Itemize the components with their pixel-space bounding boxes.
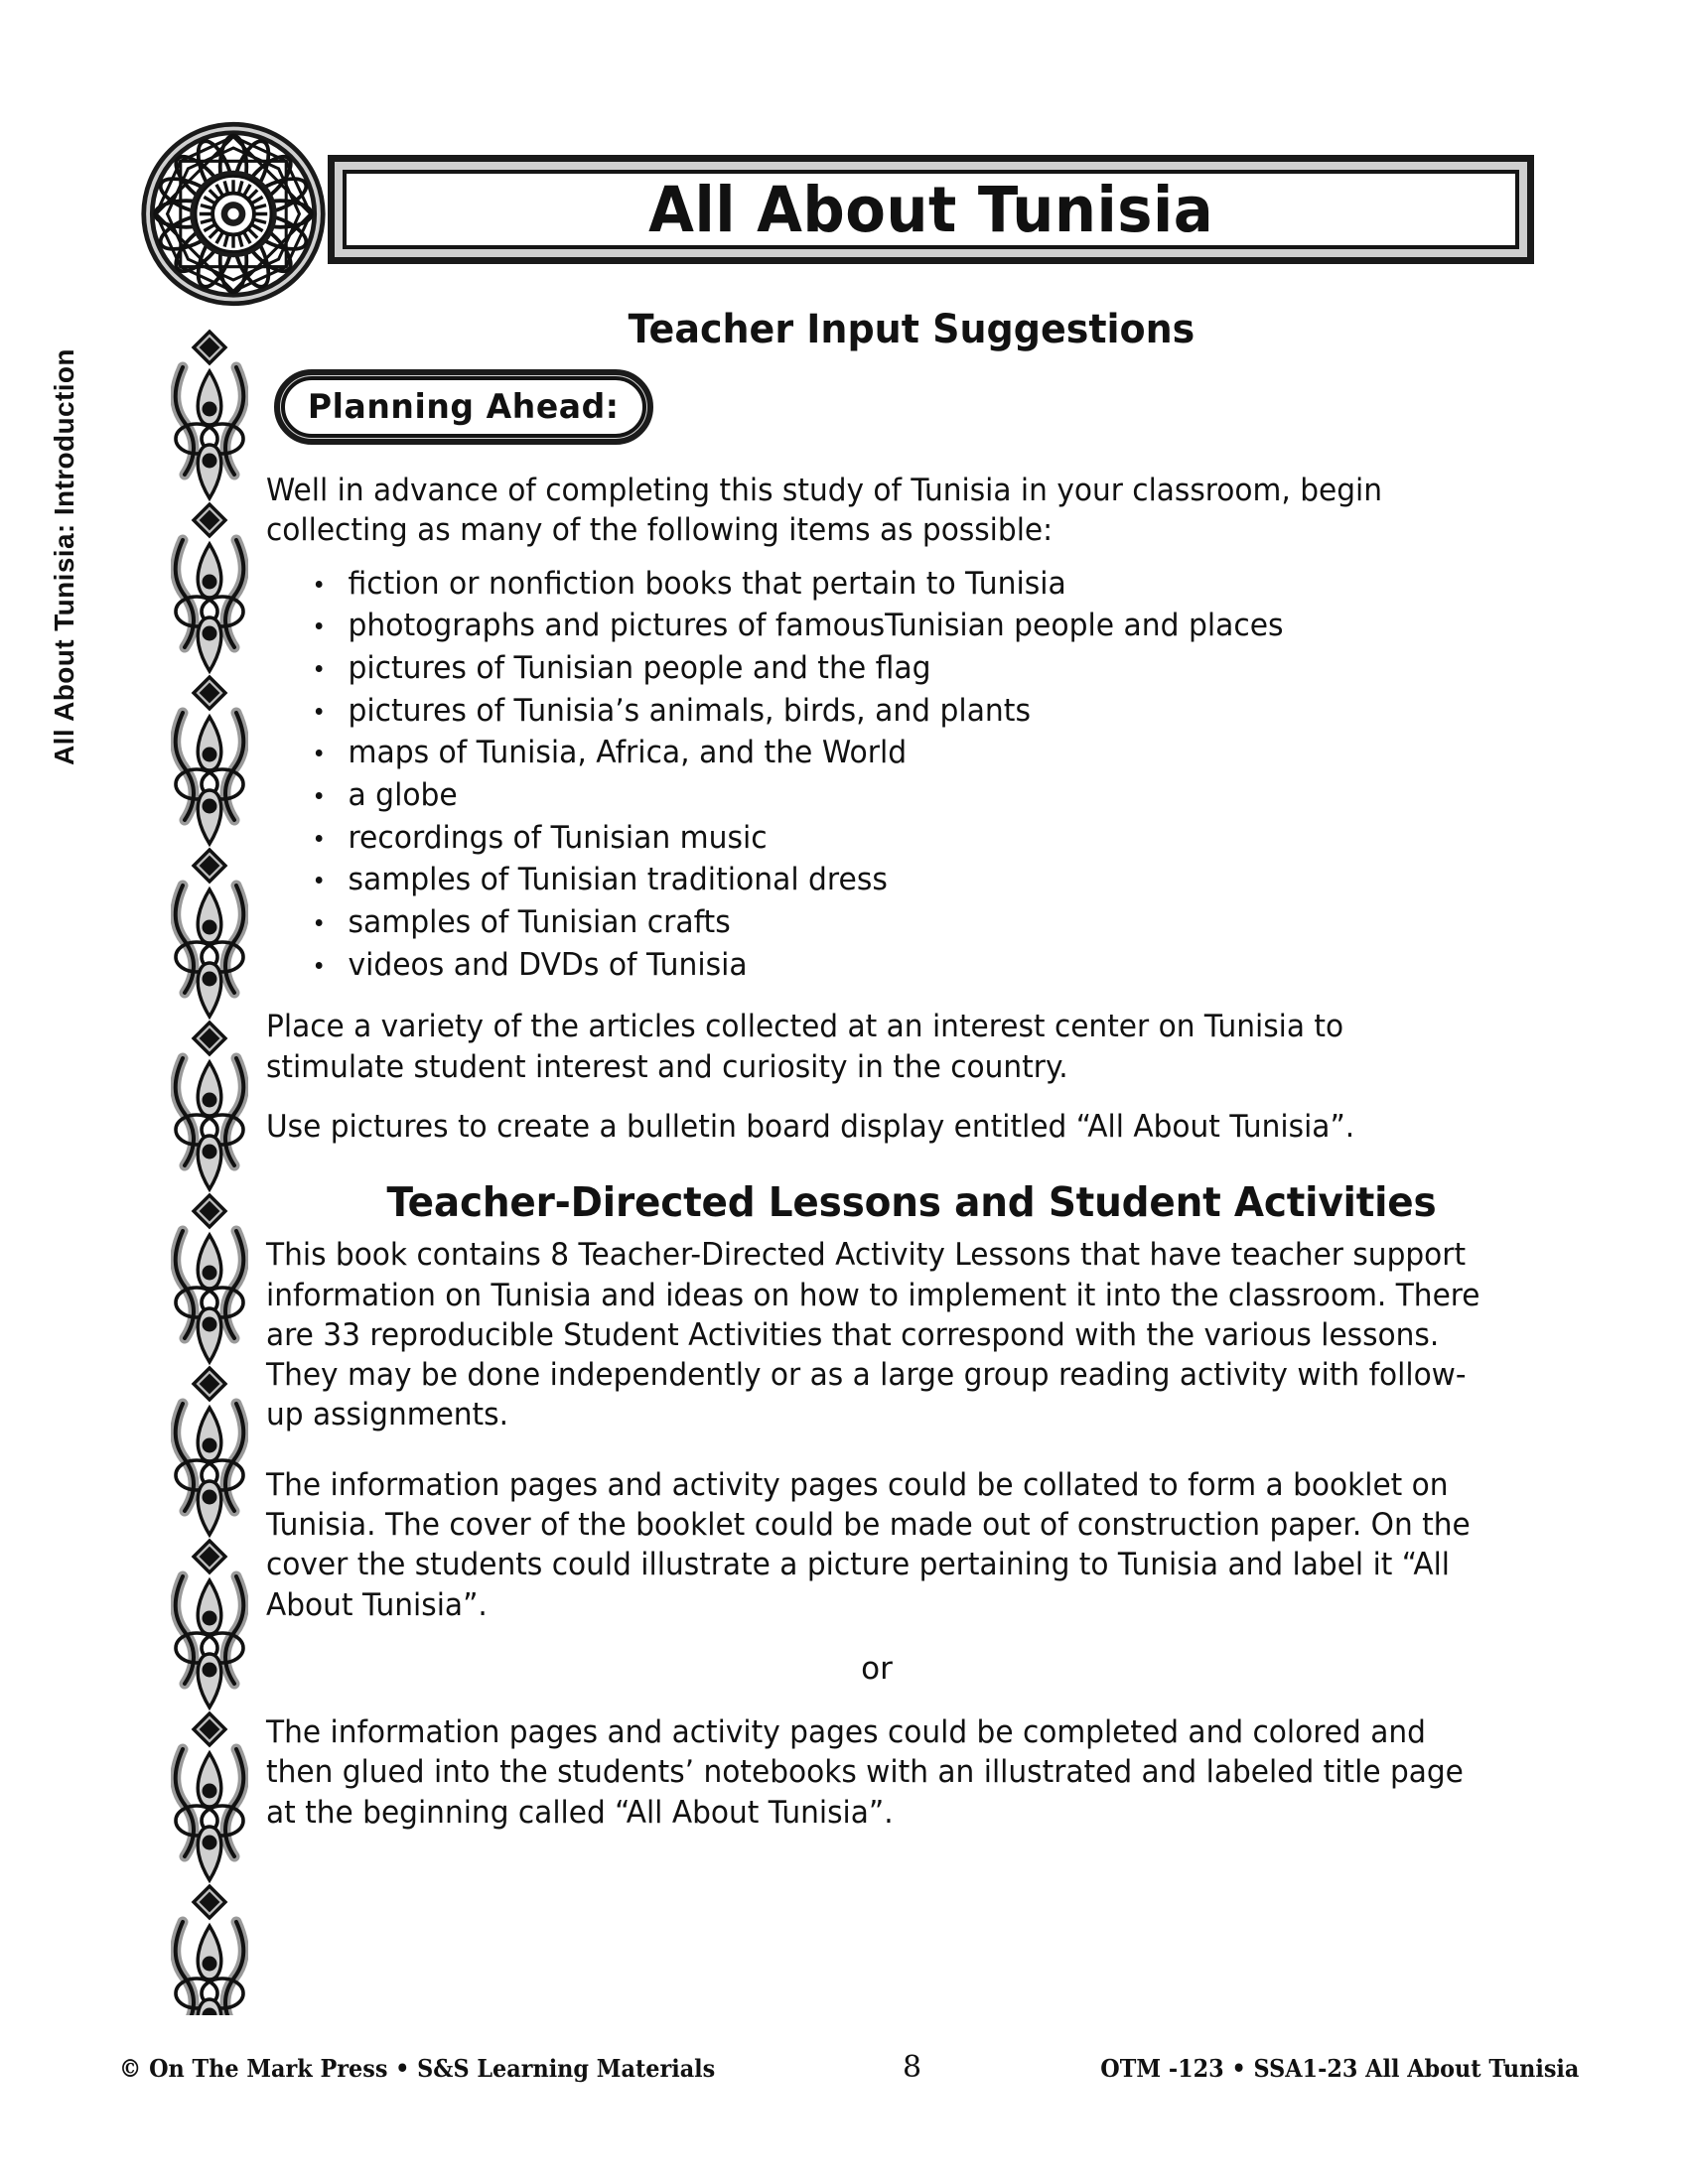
or-divider: or: [861, 1650, 893, 1687]
list-item-label: maps of Tunisia, Africa, and the World: [348, 735, 908, 771]
planning-ahead-label: Planning Ahead:: [308, 387, 620, 427]
list-item: [312, 903, 1507, 943]
list-item: [312, 607, 1507, 646]
list-item: [312, 565, 1507, 605]
list-item-label: fiction or nonfiction books that pertain to Tunisia: [348, 565, 1066, 602]
page-title: All About Tunisia: [647, 173, 1214, 246]
notebook-paragraph: The information pages and activity pages could be completed and colored and then glued into the students’ notebooks with an illustrated and labeled title page at the beginning called “All About Tunisia”.: [266, 1713, 1464, 1831]
bullet-dot-icon: [316, 581, 323, 588]
bullet-dot-icon: [316, 622, 323, 629]
main-content: [266, 308, 1557, 1852]
list-item: [312, 861, 1507, 900]
bullet-dot-icon: [316, 962, 323, 969]
footer-copyright: © On The Mark Press • S&S Learning Materials: [119, 2054, 716, 2083]
bullet-dot-icon: [316, 877, 323, 884]
vertical-ornamental-border-icon: [171, 328, 248, 2015]
bullet-dot-icon: [316, 919, 323, 926]
list-item: [312, 734, 1507, 773]
interest-center-paragraph: Place a variety of the articles collected at an interest center on Tunisia to stimulate student interest and curiosity in the country.: [266, 1009, 1344, 1085]
list-item-label: samples of Tunisian crafts: [348, 903, 731, 940]
page-footer: [119, 2050, 1579, 2085]
planning-ahead-badge: [274, 369, 653, 445]
booklet-paragraph: The information pages and activity pages could be collated to form a booklet on Tunisia. The cover of the booklet could be made out of construction paper. On the cover the students could illustrate a picture pertaining to Tunisia and label it “All About Tunisia”.: [266, 1466, 1471, 1623]
collection-items-list: [266, 565, 1557, 986]
rosette-medallion-icon: [139, 117, 328, 311]
list-item-label: pictures of Tunisian people and the flag: [348, 649, 931, 686]
list-item: [312, 946, 1507, 986]
list-item: [312, 649, 1507, 689]
page-title-banner: [328, 155, 1534, 264]
footer-product-code: OTM -123 • SSA1-23 All About Tunisia: [1099, 2054, 1579, 2083]
section-heading-teacher-input: Teacher Input Suggestions: [628, 307, 1196, 352]
list-item: [312, 692, 1507, 732]
bullet-dot-icon: [316, 708, 323, 715]
list-item-label: recordings of Tunisian music: [348, 819, 768, 856]
list-item-label: pictures of Tunisia’s animals, birds, and plants: [348, 692, 1031, 729]
list-item-label: a globe: [348, 776, 458, 813]
intro-paragraph: Well in advance of completing this study of Tunisia in your classroom, begin collecting as many of the following items as possible:: [266, 473, 1382, 549]
section-heading-lessons: Teacher-Directed Lessons and Student Activities: [386, 1178, 1437, 1227]
bullet-dot-icon: [316, 750, 323, 756]
bulletin-board-paragraph: Use pictures to create a bulletin board display entitled “All About Tunisia”.: [266, 1108, 1355, 1145]
list-item-label: photographs and pictures of famousTunisian people and places: [348, 608, 1284, 644]
list-item: [312, 776, 1507, 816]
footer-page-number: 8: [902, 2050, 922, 2085]
list-item-label: videos and DVDs of Tunisia: [348, 946, 748, 983]
bullet-dot-icon: [316, 835, 323, 842]
lessons-paragraph: This book contains 8 Teacher-Directed Activity Lessons that have teacher support information on Tunisia and ideas on how to implement it into the classroom. There are 33 reproducible Student Activities that correspond with the various lessons. They may be done independently or as a large group reading activity with follow-up assignments.: [266, 1237, 1480, 1433]
list-item: [312, 819, 1507, 859]
planning-ahead-badge-inner: [281, 376, 646, 438]
bullet-dot-icon: [316, 792, 323, 799]
bullet-dot-icon: [316, 665, 323, 672]
sidebar-chapter-label: All About Tunisia: Introduction: [49, 348, 79, 765]
page-title-banner-inner: [343, 170, 1519, 249]
list-item-label: samples of Tunisian traditional dress: [348, 862, 888, 898]
